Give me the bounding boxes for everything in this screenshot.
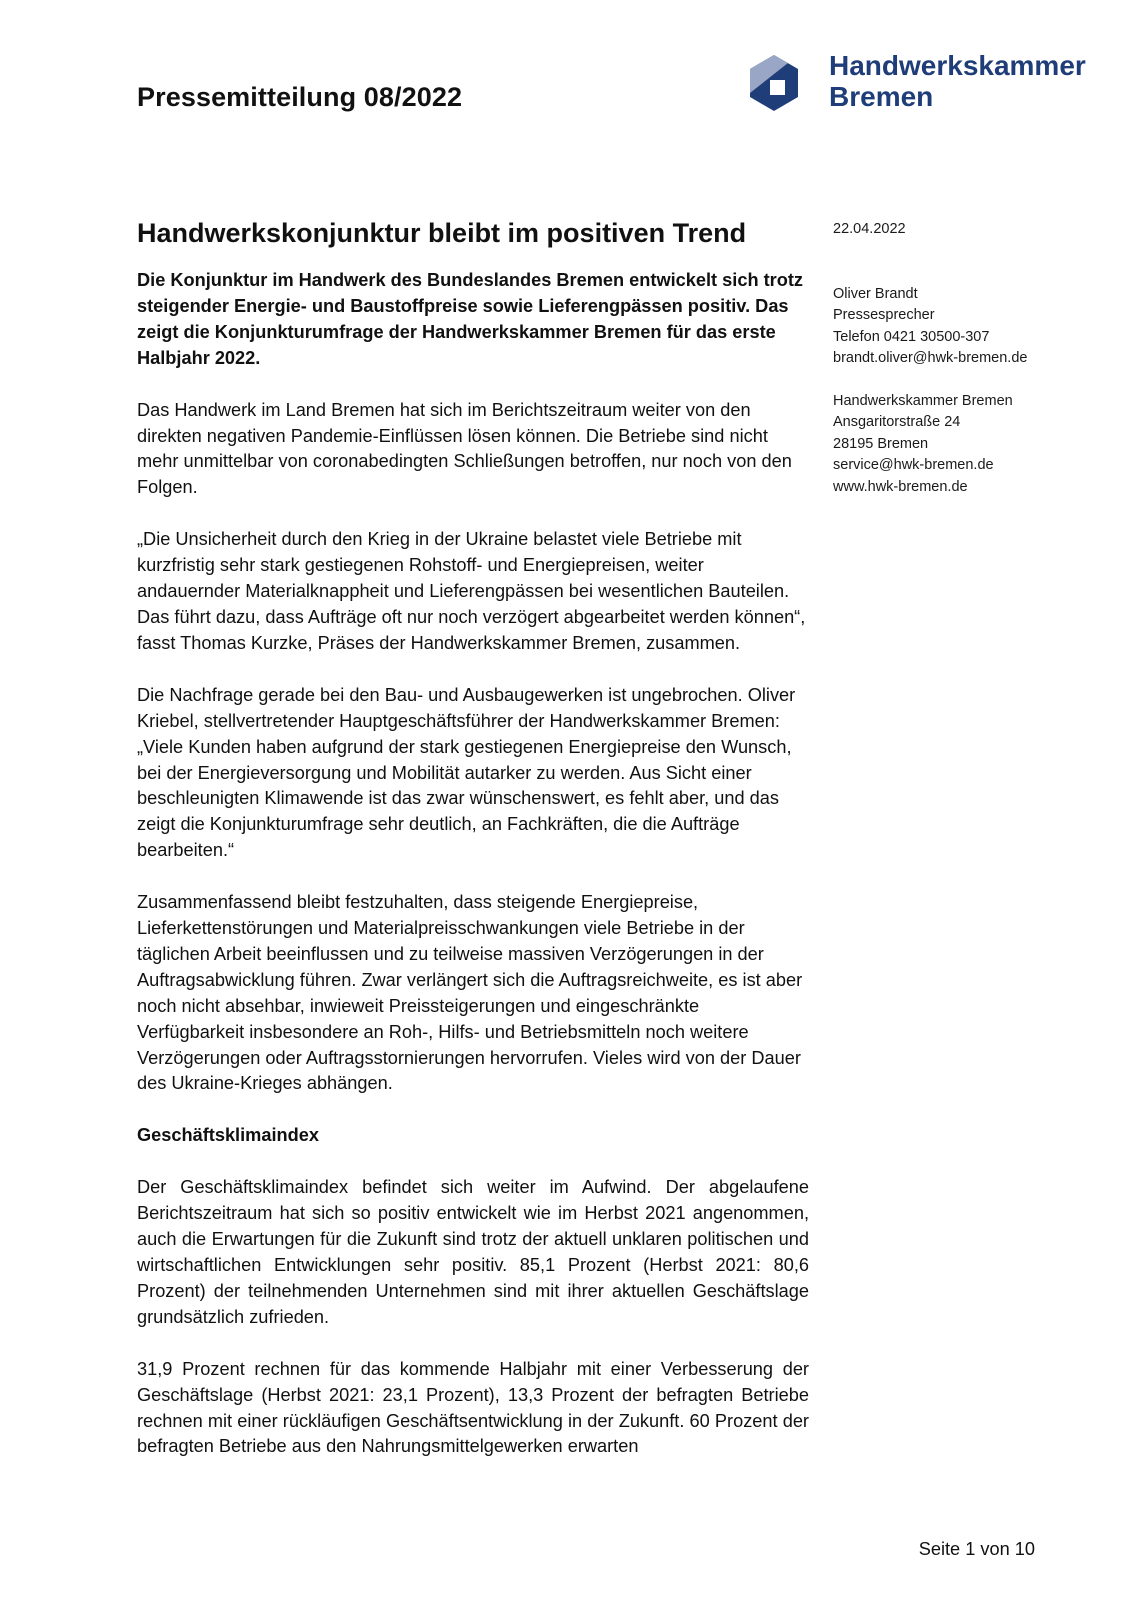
logo-line-2: Bremen bbox=[829, 81, 934, 112]
address-email: service@hwk-bremen.de bbox=[833, 457, 994, 473]
contact-block bbox=[833, 284, 1083, 370]
logo bbox=[745, 52, 1085, 114]
contact-name: Oliver Brandt bbox=[833, 285, 918, 302]
section-heading: Geschäftsklimaindex bbox=[137, 1125, 319, 1146]
paragraph-3: Die Nachfrage gerade bei den Bau- und Ausbaugewerken ist ungebrochen. Oliver Kriebel, stellvertretender Hauptgeschäftsführer der Handwerkskammer Bremen: „Viele Kunden haben aufgrund der stark gestiegenen Energiepreise den Wunsch, bei der Energieversorgung und Mobilität autarker zu werden. Aus Sicht einer beschleunigten Klimawende ist das zwar wünschenswert, es fehlt aber, und das zeigt die Konjunkturumfrage sehr deutlich, an Fachkräften, die die Aufträge bearbeiten.“ bbox=[137, 684, 796, 861]
address-web: www.hwk-bremen.de bbox=[833, 478, 968, 495]
article-body bbox=[137, 268, 809, 1486]
logo-line-1: Handwerkskammer bbox=[829, 50, 1086, 81]
hexagon-logo-icon bbox=[745, 54, 803, 112]
logo-wordmark bbox=[829, 50, 1086, 112]
address-city: 28195 Bremen bbox=[833, 435, 929, 452]
sidebar bbox=[833, 219, 1083, 519]
contact-role: Pressesprecher bbox=[833, 307, 935, 323]
address-street: Ansgaritorstraße 24 bbox=[833, 414, 961, 430]
address-org: Handwerkskammer Bremen bbox=[833, 392, 1013, 409]
address-block bbox=[833, 391, 1083, 499]
document-label: Pressemitteilung 08/2022 bbox=[137, 82, 463, 112]
headline: Handwerkskonjunktur bleibt im positiven Trend bbox=[137, 218, 747, 248]
contact-phone: Telefon 0421 30500-307 bbox=[833, 328, 990, 345]
paragraph-1: Das Handwerk im Land Bremen hat sich im Berichtszeitraum weiter von den direkten negativen Pandemie-Einflüssen lösen können. Die Betriebe sind nicht mehr unmittelbar von coronabedingten Schließungen betroffen, nur noch von den Folgen. bbox=[137, 399, 792, 498]
paragraph-2: „Die Unsicherheit durch den Krieg in der Ukraine belastet viele Betriebe mit kurzfristig sehr stark gestiegenen Rohstoff- und Energiepreisen, weiter andauernder Materialknappheit und Lieferengpässen bei wesentlichen Bauteilen. Das führt dazu, dass Aufträge oft nur noch verzögert abgearbeitet werden können“, fasst Thomas Kurzke, Präses der Handwerkskammer Bremen, zusammen. bbox=[137, 529, 806, 653]
section-paragraph-2: 31,9 Prozent rechnen für das kommende Halbjahr mit einer Verbesserung der Geschäftslage (Herbst 2021: 23,1 Prozent), 13,3 Prozent der befragten Betriebe rechnen mit einer rückläufigen Geschäftsentwicklung in der Zukunft. 60 Prozent der befragten Betriebe aus den Nahrungsmittelgewerken erwarten bbox=[137, 1358, 809, 1457]
section-paragraph-1: Der Geschäftsklimaindex befindet sich weiter im Aufwind. Der abgelaufene Berichtszeitraum hat sich so positiv entwickelt wie im Herbst 2021 angenommen, auch die Erwartungen für die Zukunft sind trotz der aktuell unklaren politischen und wirtschaftlichen Entwicklungen sehr positiv. 85,1 Prozent (Herbst 2021: 80,6 Prozent) der teilnehmenden Unternehmen sind mit ihrer aktuellen Geschäftslage grundsätzlich zufrieden. bbox=[137, 1177, 809, 1327]
paragraph-4: Zusammenfassend bleibt festzuhalten, dass steigende Energiepreise, Lieferkettenstörungen und Materialpreisschwankungen viele Betriebe in der täglichen Arbeit beeinflussen und zu teilweise massiven Verzögerungen in der Auftragsabwicklung führen. Zwar verlängert sich die Auftragsreichweite, es ist aber noch nicht absehbar, inwieweit Preissteigerungen und eingeschränkte Verfügbarkeit insbesondere an Roh-, Hilfs- und Betriebsmitteln noch weitere Verzögerungen oder Auftragsstornierungen hervorrufen. Vieles wird von der Dauer des Ukraine-Krieges abhängen. bbox=[137, 892, 803, 1094]
page-number: Seite 1 von 10 bbox=[918, 1539, 1035, 1559]
release-date: 22.04.2022 bbox=[833, 221, 906, 237]
lead-paragraph: Die Konjunktur im Handwerk des Bundeslandes Bremen entwickelt sich trotz steigender Energie- und Baustoffpreise sowie Lieferengpässen positiv. Das zeigt die Konjunkturumfrage der Handwerkskammer Bremen für das erste Halbjahr 2022. bbox=[137, 270, 804, 368]
contact-email: brandt.oliver@hwk-bremen.de bbox=[833, 350, 1028, 366]
